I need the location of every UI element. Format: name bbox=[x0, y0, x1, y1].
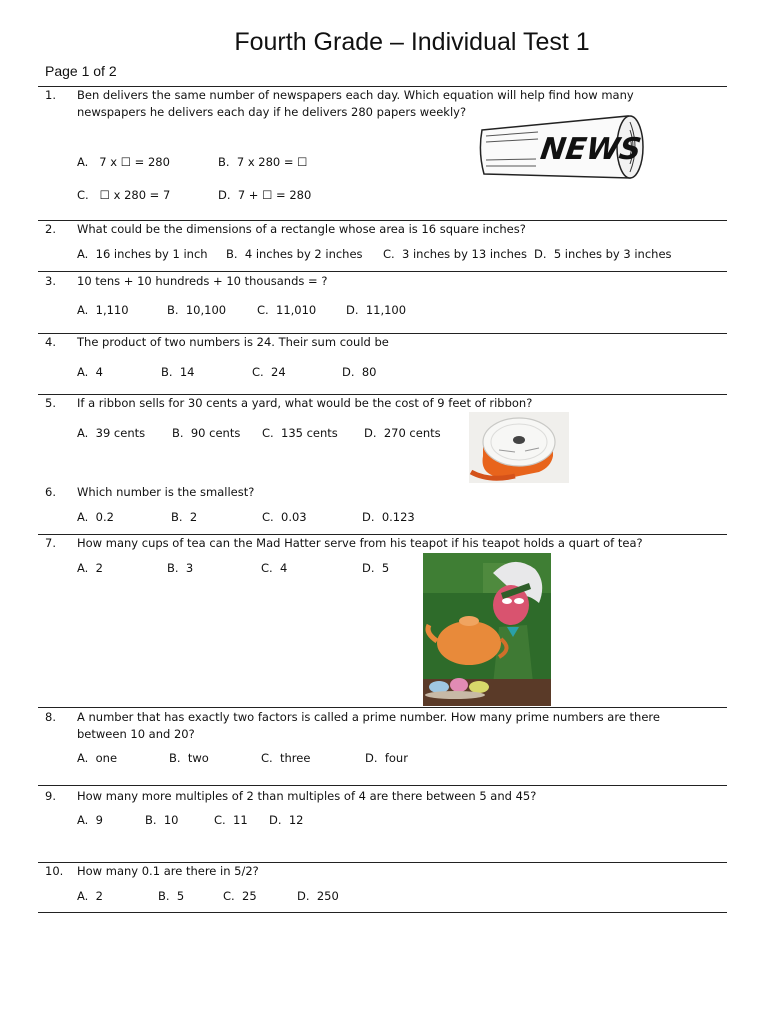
question-text: If a ribbon sells for 30 cents a yard, what would be the cost of 9 feet of ribbon? bbox=[77, 396, 533, 410]
option-c[interactable]: C. 25 bbox=[223, 889, 257, 903]
page-number: Page 1 of 2 bbox=[45, 63, 117, 79]
question-line: Ben delivers the same number of newspapers each day. Which equation will help find how many bbox=[77, 88, 634, 102]
option-a[interactable]: A. one bbox=[77, 751, 118, 765]
option-c[interactable]: C. 3 inches by 13 inches bbox=[383, 247, 527, 261]
option-a[interactable]: A. 1,110 bbox=[77, 303, 129, 317]
question-text: How many 0.1 are there in 5/2? bbox=[77, 864, 259, 878]
option-c[interactable]: C. 24 bbox=[252, 365, 286, 379]
question-line: A number that has exactly two factors is called a prime number. How many prime numbers are there bbox=[77, 710, 660, 724]
option-c[interactable]: C. ☐ x 280 = 7 bbox=[77, 188, 171, 202]
option-c[interactable]: C. 0.03 bbox=[262, 510, 307, 524]
option-a[interactable]: A. 7 x ☐ = 280 bbox=[77, 155, 170, 169]
option-b[interactable]: B. 4 inches by 2 inches bbox=[226, 247, 363, 261]
option-b[interactable]: B. 10,100 bbox=[167, 303, 227, 317]
option-a[interactable]: A. 2 bbox=[77, 561, 103, 575]
ribbon-spool-image bbox=[469, 412, 569, 483]
divider bbox=[38, 785, 727, 786]
question-text: How many cups of tea can the Mad Hatter serve from his teapot if his teapot holds a quart of tea? bbox=[77, 536, 643, 550]
page-title: Fourth Grade – Individual Test 1 bbox=[234, 28, 590, 56]
option-d[interactable]: D. 7 + ☐ = 280 bbox=[218, 188, 312, 202]
option-b[interactable]: B. 2 bbox=[171, 510, 198, 524]
question-number: 8. bbox=[45, 710, 56, 724]
option-d[interactable]: D. four bbox=[365, 751, 408, 765]
option-d[interactable]: D. 12 bbox=[269, 813, 304, 827]
divider bbox=[38, 912, 727, 913]
option-a[interactable]: A. 2 bbox=[77, 889, 103, 903]
question-number: 9. bbox=[45, 789, 56, 803]
option-d[interactable]: D. 5 bbox=[362, 561, 390, 575]
option-b[interactable]: B. two bbox=[169, 751, 209, 765]
option-c[interactable]: C. 11 bbox=[214, 813, 248, 827]
option-c[interactable]: C. 135 cents bbox=[262, 426, 338, 440]
question-number: 6. bbox=[45, 485, 56, 499]
question-number: 4. bbox=[45, 335, 56, 349]
option-a[interactable]: A. 4 bbox=[77, 365, 103, 379]
option-d[interactable]: D. 80 bbox=[342, 365, 377, 379]
option-a[interactable]: A. 16 inches by 1 inch bbox=[77, 247, 208, 261]
question-line: newspapers he delivers each day if he delivers 280 papers weekly? bbox=[77, 105, 467, 119]
option-d[interactable]: D. 5 inches by 3 inches bbox=[534, 247, 672, 261]
news-text: NEWS bbox=[538, 132, 644, 167]
option-d[interactable]: D. 270 cents bbox=[364, 426, 441, 440]
option-c[interactable]: C. three bbox=[261, 751, 311, 765]
question-number: 1. bbox=[45, 88, 56, 102]
question-number: 3. bbox=[45, 274, 56, 288]
question-text: The product of two numbers is 24. Their sum could be bbox=[77, 335, 389, 349]
question-number: 5. bbox=[45, 396, 56, 410]
option-b[interactable]: B. 7 x 280 = ☐ bbox=[218, 155, 308, 169]
question-text: 10 tens + 10 hundreds + 10 thousands = ? bbox=[77, 274, 328, 288]
option-d[interactable]: D. 0.123 bbox=[362, 510, 415, 524]
question-number: 10. bbox=[45, 864, 64, 878]
option-b[interactable]: B. 14 bbox=[161, 365, 195, 379]
option-b[interactable]: B. 10 bbox=[145, 813, 179, 827]
divider bbox=[38, 271, 727, 272]
question-text: How many more multiples of 2 than multiples of 4 are there between 5 and 45? bbox=[77, 789, 537, 803]
divider bbox=[38, 707, 727, 708]
question-number: 2. bbox=[45, 222, 56, 236]
option-b[interactable]: B. 3 bbox=[167, 561, 194, 575]
option-a[interactable]: A. 0.2 bbox=[77, 510, 114, 524]
mad-hatter-image bbox=[423, 553, 551, 706]
question-line: between 10 and 20? bbox=[77, 727, 195, 741]
option-b[interactable]: B. 90 cents bbox=[172, 426, 241, 440]
option-a[interactable]: A. 39 cents bbox=[77, 426, 146, 440]
option-d[interactable]: D. 250 bbox=[297, 889, 339, 903]
option-c[interactable]: C. 11,010 bbox=[257, 303, 317, 317]
option-b[interactable]: B. 5 bbox=[158, 889, 185, 903]
option-d[interactable]: D. 11,100 bbox=[346, 303, 407, 317]
newspaper-image bbox=[478, 112, 646, 182]
option-a[interactable]: A. 9 bbox=[77, 813, 103, 827]
option-c[interactable]: C. 4 bbox=[261, 561, 288, 575]
question-text bbox=[77, 709, 660, 743]
question-text: What could be the dimensions of a rectangle whose area is 16 square inches? bbox=[77, 222, 526, 236]
question-number: 7. bbox=[45, 536, 56, 550]
question-text: Which number is the smallest? bbox=[77, 485, 255, 499]
